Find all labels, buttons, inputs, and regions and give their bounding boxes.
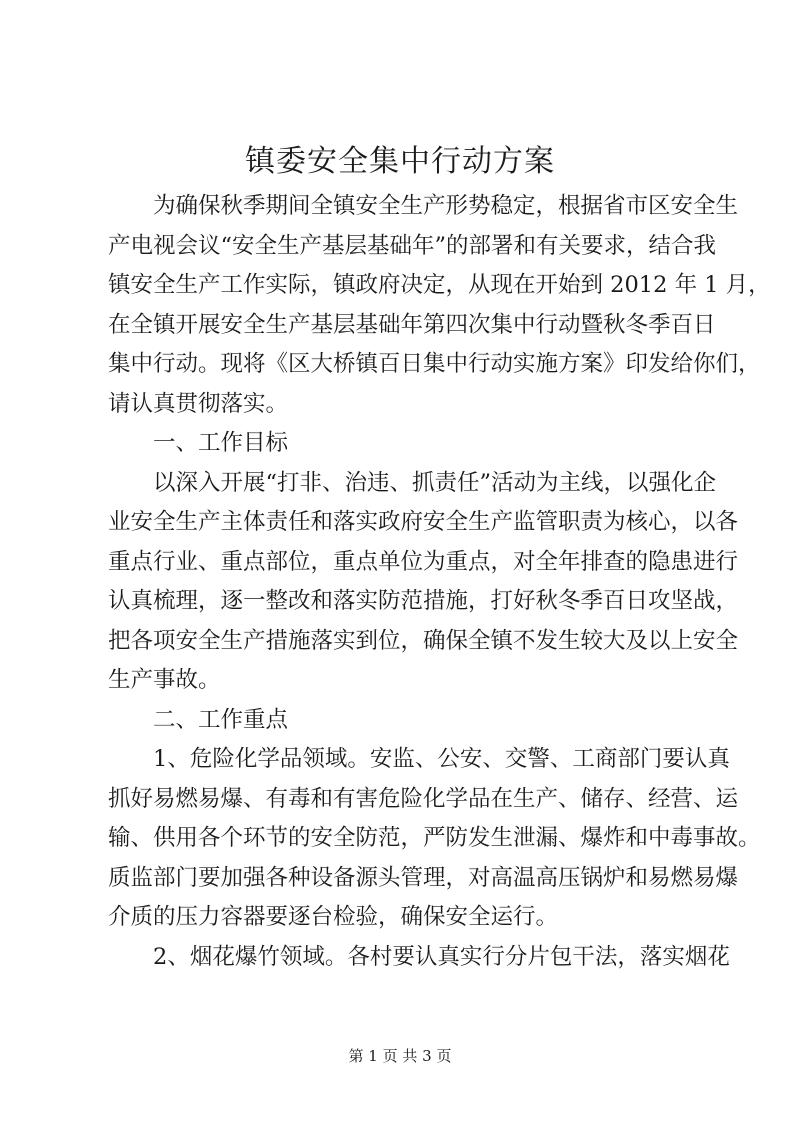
document-body bbox=[108, 187, 771, 977]
paragraph-line: 抓好易燃易爆、有毒和有害危险化学品在生产、储存、经营、运 bbox=[108, 785, 739, 812]
paragraph-line: 输、供用各个环节的安全防范，严防发生泄漏、爆炸和中毒事故。 bbox=[108, 825, 761, 851]
paragraph-line: 业安全生产主体责任和落实政府安全生产监管职责为核心，以各 bbox=[108, 509, 739, 535]
paragraph-line: 集中行动。现将《区大桥镇百日集中行动实施方案》印发给你们， bbox=[108, 351, 761, 377]
document-title: 镇委安全集中行动方案 bbox=[245, 144, 555, 179]
paragraph-line: 2、烟花爆竹领域。各村要认真实行分片包干法，落实烟花 bbox=[153, 943, 730, 970]
paragraph-line: 产电视会议“安全生产基层基础年”的部署和有关要求，结合我 bbox=[108, 232, 717, 259]
paragraph-line: 质监部门要加强各种设备源头管理，对高温高压锅炉和易燃易爆 bbox=[108, 864, 739, 891]
section-heading: 一、工作目标 bbox=[153, 430, 289, 456]
paragraph-line: 1、危险化学品领域。安监、公安、交警、工商部门要认真 bbox=[153, 746, 730, 772]
paragraph-line: 介质的压力容器要逐台检验，确保安全运行。 bbox=[108, 904, 559, 930]
paragraph-line: 镇安全生产工作实际，镇政府决定，从现在开始到 2012 年 1 月， bbox=[108, 272, 771, 298]
paragraph-line: 在全镇开展安全生产基层基础年第四次集中行动暨秋冬季百日 bbox=[108, 311, 716, 338]
page-number-footer: 第 1 页 共 3 页 bbox=[348, 1047, 452, 1065]
section-heading: 二、工作重点 bbox=[153, 706, 289, 733]
paragraph-line: 把各项安全生产措施落实到位，确保全镇不发生较大及以上安全 bbox=[108, 627, 739, 654]
paragraph-line: 为确保秋季期间全镇安全生产形势稳定，根据省市区安全生 bbox=[153, 193, 739, 219]
paragraph-line: 以深入开展“打非、治违、抓责任”活动为主线，以强化企 bbox=[153, 469, 717, 496]
paragraph-line: 请认真贯彻落实。 bbox=[108, 390, 289, 417]
paragraph-line: 重点行业、重点部位，重点单位为重点，对全年排查的隐患进行 bbox=[108, 548, 739, 575]
paragraph-line: 生产事故。 bbox=[108, 667, 221, 693]
paragraph-line: 认真梳理，逐一整改和落实防范措施，打好秋冬季百日攻坚战， bbox=[108, 588, 739, 614]
